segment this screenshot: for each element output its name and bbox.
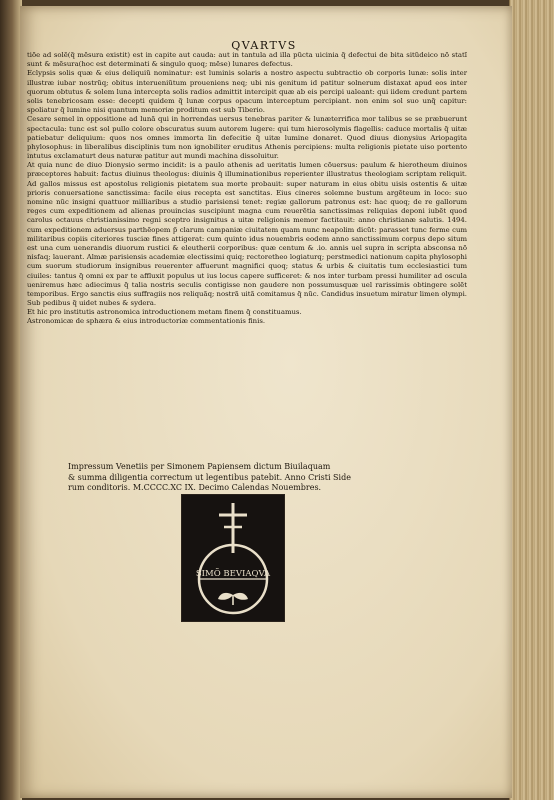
printer-device-emblem [182, 495, 284, 621]
paragraph-solar-eclipse: Eclypsis solis quæ & eius deliquiũ nominatur: est luminis solaris a nostro aspectu subtractio ob corporis lunæ: solis inter illustræ iubar nostrũq; obitus interueniũtum proueniens neq; ubi nis genitum id patitur solnerum distaxat apud eos inter quorum obtutus & solem luna intercepta solis radios admittit intercipit quæ ab eis percipi ualeant: qui iidem credunt partem solis tenebricosam esse: decepti quidem q̃ lunæ corpus opacum interceptum percipiant. non enim sol suo unq̃ capitur: spoliatur q̃ lumine nisi quantum memoriæ proditum est sub Tiberio. [27, 69, 467, 115]
colophon-line: Impressum Venetiis per Simonem Papiensem dictum Biuilaquam [68, 462, 331, 471]
body-text [27, 51, 467, 327]
running-head: QVARTVS [231, 39, 297, 52]
paragraph-eclipse-definition: tiõe ad solẽ(q̃ mẽsura existit) est in capite aut cauda: aut in tantula ad illa pũcta uicinia q̃ defectui de bita sitũdeico nõ statĩ sunt & mẽsura(hoc est determinati & singulo quoq; mẽse) lunares defectus. [27, 51, 467, 69]
colophon-line: rum conditoris. M.CCCC.XC IX. Decimo Calendas Nouembres. [68, 483, 322, 492]
printer-device-inscription: SIMÕ BEVIAQVA [195, 569, 271, 579]
paragraph-conclusion: Et hic pro institutis astronomica introductionem metam finem q̃ constituamus. [27, 308, 302, 317]
paragraph-dionysius: At quia nunc de diuo Dionysio sermo incidit: is a paulo athenis ad ueritatis lumen cõuersus: paulum & hierotheum diuinos præceptores habuit: factus diuinus theologus: diuinis q̃ illuminationibus reperienter illustratus theologiam scriptam reliquit. Ad gallos missus est apostolus religionis pietatem sua morte probauit: super naturam in eius obitu uisis ostentis & uitæ prioris conuersatione sanctissima: facile eius recepta est sanctitas. Eius cineres solemne bustum argẽteum in loco: suo nomine nũc insigni quattuor milliaribus a studio parisiensi tenet: regiæ gallorum patronus est: hac quoq; de re gallorum reges cum expeditionem ad alienas prouincias suscipiunt magna cum reuerẽtia sanctissimas reliquias deponi iubẽt quod carolus octauus christianissimo regni sceptro insignitus a uitæ religionis memor factitauit: anno christianæ salutis. 1494. cum expeditionem aduersus parthẽopem p̃ clarum campaniæ ciuitatem quam nunc neapolim dicũt: parasset tunc ferme cum militaribus copiis citeriores tusciæ fines attigerat: cum quinto idus nouembris eodem anno sanctissimum corpus depo situm est una cum uenerandis diuorum rustici & eleutherii corporibus: quæ centum & .io. annis uel supra in scripta absconsa nõ nisfaq; lauerant. Almæ parisiensis academiæ electissimi quiq; rectoretheo logiaturq; perstmedici nationum capita phylosophi cum suorum studiorum insignibus reuerenter affuerunt magnifici quoq; status & urbis & ciuitatis tum ecclesiastici tum ciuiles: tantus q̃ omni ex par te affluxit populus ut ius locus capere sufficeret: & nos inter turbam pressi humiliter ad oscula ueniremus hæc adiecimus q̃ talia nostris seculis contigisse non gaudere non possumusquæ uel rarissimis obtingere solẽt temporibus. Ergo sanctis eius suffragiis nos reliquãq; nostrã uitã comitamus q̃ nũc. Candidus insuetum miratur limen olympi. Sub pedibus q̃ uidet nubes & sydera. [27, 161, 467, 308]
printer-device [182, 495, 284, 621]
colophon-line: & summa diligentia correctum ut legentibus patebit. Anno Cristi Side [68, 472, 351, 482]
colophon [68, 462, 488, 494]
book-spine-shadow [0, 0, 22, 800]
page-stack-edge [509, 0, 554, 800]
paragraph-finis: Astronomicæ de sphæra & eius introductoriæ commentationis finis. [27, 317, 266, 326]
paragraph-tiberius-eclipse: Cesare semel in oppositione ad lunã qui in horrendas uersus tenebras pariter & lunæterrifica mor talibus se se præbuerunt spectacula: tunc est sol pullo colore obscuratus suum autorem lugere: qui tum hierosolymis flagellis: caduce mortalis q̃ uitæ patiebatur deliquium: quos nos omnes immorta lin defecitie q̃ uitæ lumine donaret. Quod diuus dionysius Ariopagita phylosophus: in liberalibus disciplinis tum non ignobiliter eruditus Athenis percipiens: multa religionis pietate uiso portento intutus exclamaturt deus naturæ patitur aut mundi machina dissoluitur. [27, 115, 467, 161]
book-page [20, 6, 512, 798]
